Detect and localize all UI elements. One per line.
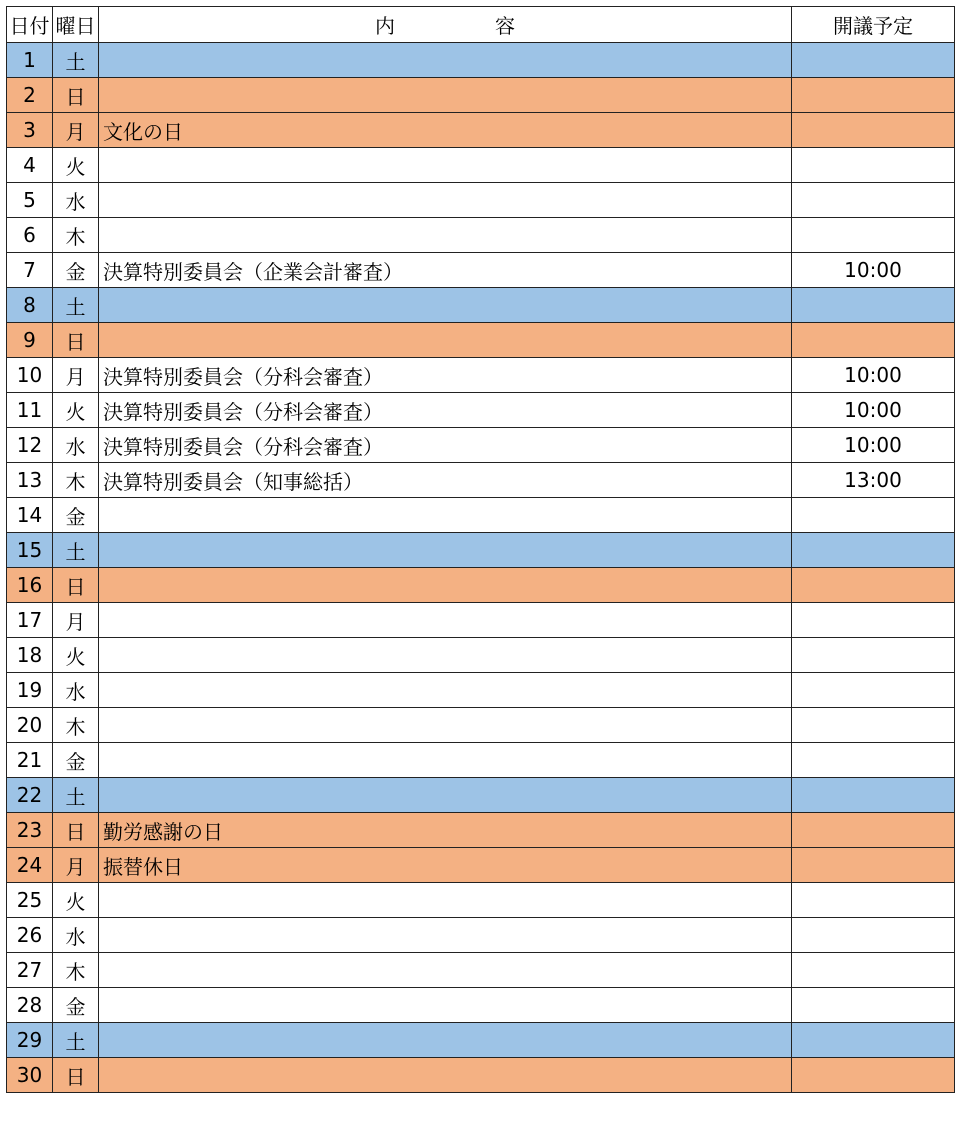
content-cell <box>99 78 792 113</box>
scheduled-time-cell <box>792 43 955 78</box>
table-row <box>7 323 955 358</box>
table-row <box>7 778 955 813</box>
header-content <box>99 7 792 43</box>
date-cell: 16 <box>7 568 53 603</box>
content-cell <box>99 708 792 743</box>
header-row <box>7 7 955 43</box>
date-cell: 29 <box>7 1023 53 1058</box>
content-cell: 決算特別委員会（知事総括） <box>99 463 792 498</box>
scheduled-time-cell <box>792 498 955 533</box>
scheduled-time-cell: 10:00 <box>792 393 955 428</box>
content-cell <box>99 638 792 673</box>
day-of-week-cell: 土 <box>53 1023 99 1058</box>
header-scheduled-time: 開議予定 <box>792 7 955 43</box>
content-cell <box>99 953 792 988</box>
date-cell: 10 <box>7 358 53 393</box>
content-cell <box>99 218 792 253</box>
table-row <box>7 883 955 918</box>
content-cell: 振替休日 <box>99 848 792 883</box>
content-cell <box>99 568 792 603</box>
scheduled-time-cell <box>792 988 955 1023</box>
scheduled-time-cell <box>792 218 955 253</box>
table-row <box>7 253 955 288</box>
content-cell <box>99 603 792 638</box>
date-cell: 14 <box>7 498 53 533</box>
date-cell: 19 <box>7 673 53 708</box>
content-cell: 決算特別委員会（企業会計審査） <box>99 253 792 288</box>
header-content-b: 容 <box>495 14 515 38</box>
day-of-week-cell: 水 <box>53 918 99 953</box>
scheduled-time-cell <box>792 743 955 778</box>
date-cell: 12 <box>7 428 53 463</box>
day-of-week-cell: 水 <box>53 183 99 218</box>
table-row <box>7 533 955 568</box>
day-of-week-cell: 金 <box>53 498 99 533</box>
scheduled-time-cell <box>792 533 955 568</box>
day-of-week-cell: 日 <box>53 813 99 848</box>
content-cell: 勤労感謝の日 <box>99 813 792 848</box>
content-cell: 決算特別委員会（分科会審査） <box>99 358 792 393</box>
scheduled-time-cell: 10:00 <box>792 428 955 463</box>
date-cell: 3 <box>7 113 53 148</box>
day-of-week-cell: 土 <box>53 43 99 78</box>
day-of-week-cell: 水 <box>53 673 99 708</box>
table-row <box>7 218 955 253</box>
date-cell: 8 <box>7 288 53 323</box>
schedule-rows <box>7 43 955 1093</box>
table-row <box>7 638 955 673</box>
content-cell <box>99 988 792 1023</box>
table-row <box>7 1023 955 1058</box>
content-cell <box>99 743 792 778</box>
day-of-week-cell: 火 <box>53 638 99 673</box>
table-row <box>7 673 955 708</box>
scheduled-time-cell <box>792 778 955 813</box>
day-of-week-cell: 日 <box>53 568 99 603</box>
content-cell <box>99 183 792 218</box>
table-row <box>7 918 955 953</box>
day-of-week-cell: 月 <box>53 113 99 148</box>
day-of-week-cell: 土 <box>53 288 99 323</box>
content-cell <box>99 498 792 533</box>
content-cell <box>99 883 792 918</box>
schedule-table <box>6 6 955 1093</box>
date-cell: 27 <box>7 953 53 988</box>
date-cell: 23 <box>7 813 53 848</box>
day-of-week-cell: 水 <box>53 428 99 463</box>
scheduled-time-cell <box>792 673 955 708</box>
date-cell: 4 <box>7 148 53 183</box>
table-row <box>7 813 955 848</box>
day-of-week-cell: 月 <box>53 603 99 638</box>
table-row <box>7 148 955 183</box>
table-row <box>7 953 955 988</box>
scheduled-time-cell: 13:00 <box>792 463 955 498</box>
scheduled-time-cell: 10:00 <box>792 358 955 393</box>
content-cell <box>99 533 792 568</box>
scheduled-time-cell <box>792 78 955 113</box>
day-of-week-cell: 火 <box>53 393 99 428</box>
date-cell: 6 <box>7 218 53 253</box>
date-cell: 28 <box>7 988 53 1023</box>
scheduled-time-cell <box>792 848 955 883</box>
day-of-week-cell: 金 <box>53 988 99 1023</box>
day-of-week-cell: 木 <box>53 218 99 253</box>
scheduled-time-cell <box>792 708 955 743</box>
date-cell: 30 <box>7 1058 53 1093</box>
content-cell <box>99 323 792 358</box>
date-cell: 26 <box>7 918 53 953</box>
scheduled-time-cell <box>792 638 955 673</box>
table-row <box>7 848 955 883</box>
table-row <box>7 43 955 78</box>
date-cell: 25 <box>7 883 53 918</box>
table-row <box>7 463 955 498</box>
scheduled-time-cell <box>792 1023 955 1058</box>
content-cell <box>99 778 792 813</box>
table-row <box>7 708 955 743</box>
table-row <box>7 1058 955 1093</box>
date-cell: 1 <box>7 43 53 78</box>
table-row <box>7 428 955 463</box>
day-of-week-cell: 木 <box>53 953 99 988</box>
header-day-of-week: 曜日 <box>53 7 99 43</box>
scheduled-time-cell <box>792 323 955 358</box>
table-row <box>7 113 955 148</box>
day-of-week-cell: 金 <box>53 743 99 778</box>
table-row <box>7 603 955 638</box>
scheduled-time-cell <box>792 603 955 638</box>
date-cell: 5 <box>7 183 53 218</box>
date-cell: 21 <box>7 743 53 778</box>
table-row <box>7 498 955 533</box>
date-cell: 9 <box>7 323 53 358</box>
day-of-week-cell: 木 <box>53 708 99 743</box>
scheduled-time-cell <box>792 883 955 918</box>
date-cell: 18 <box>7 638 53 673</box>
day-of-week-cell: 土 <box>53 778 99 813</box>
day-of-week-cell: 日 <box>53 323 99 358</box>
table-row <box>7 78 955 113</box>
scheduled-time-cell <box>792 568 955 603</box>
content-cell: 文化の日 <box>99 113 792 148</box>
date-cell: 2 <box>7 78 53 113</box>
header-date: 日付 <box>7 7 53 43</box>
header-content-a: 内 <box>375 14 395 38</box>
scheduled-time-cell <box>792 1058 955 1093</box>
table-row <box>7 288 955 323</box>
table-row <box>7 358 955 393</box>
content-cell <box>99 673 792 708</box>
table-row <box>7 988 955 1023</box>
date-cell: 7 <box>7 253 53 288</box>
content-cell <box>99 148 792 183</box>
content-cell <box>99 1023 792 1058</box>
scheduled-time-cell <box>792 113 955 148</box>
day-of-week-cell: 木 <box>53 463 99 498</box>
date-cell: 22 <box>7 778 53 813</box>
date-cell: 17 <box>7 603 53 638</box>
date-cell: 20 <box>7 708 53 743</box>
date-cell: 15 <box>7 533 53 568</box>
table-row <box>7 568 955 603</box>
day-of-week-cell: 日 <box>53 78 99 113</box>
day-of-week-cell: 土 <box>53 533 99 568</box>
table-row <box>7 393 955 428</box>
day-of-week-cell: 火 <box>53 148 99 183</box>
content-cell <box>99 1058 792 1093</box>
scheduled-time-cell <box>792 918 955 953</box>
table-row <box>7 743 955 778</box>
scheduled-time-cell <box>792 953 955 988</box>
day-of-week-cell: 火 <box>53 883 99 918</box>
content-cell <box>99 43 792 78</box>
content-cell <box>99 918 792 953</box>
content-cell: 決算特別委員会（分科会審査） <box>99 428 792 463</box>
scheduled-time-cell <box>792 183 955 218</box>
scheduled-time-cell <box>792 813 955 848</box>
scheduled-time-cell: 10:00 <box>792 253 955 288</box>
content-cell: 決算特別委員会（分科会審査） <box>99 393 792 428</box>
content-cell <box>99 288 792 323</box>
day-of-week-cell: 金 <box>53 253 99 288</box>
date-cell: 11 <box>7 393 53 428</box>
day-of-week-cell: 月 <box>53 358 99 393</box>
table-row <box>7 183 955 218</box>
date-cell: 13 <box>7 463 53 498</box>
date-cell: 24 <box>7 848 53 883</box>
scheduled-time-cell <box>792 288 955 323</box>
day-of-week-cell: 日 <box>53 1058 99 1093</box>
scheduled-time-cell <box>792 148 955 183</box>
day-of-week-cell: 月 <box>53 848 99 883</box>
